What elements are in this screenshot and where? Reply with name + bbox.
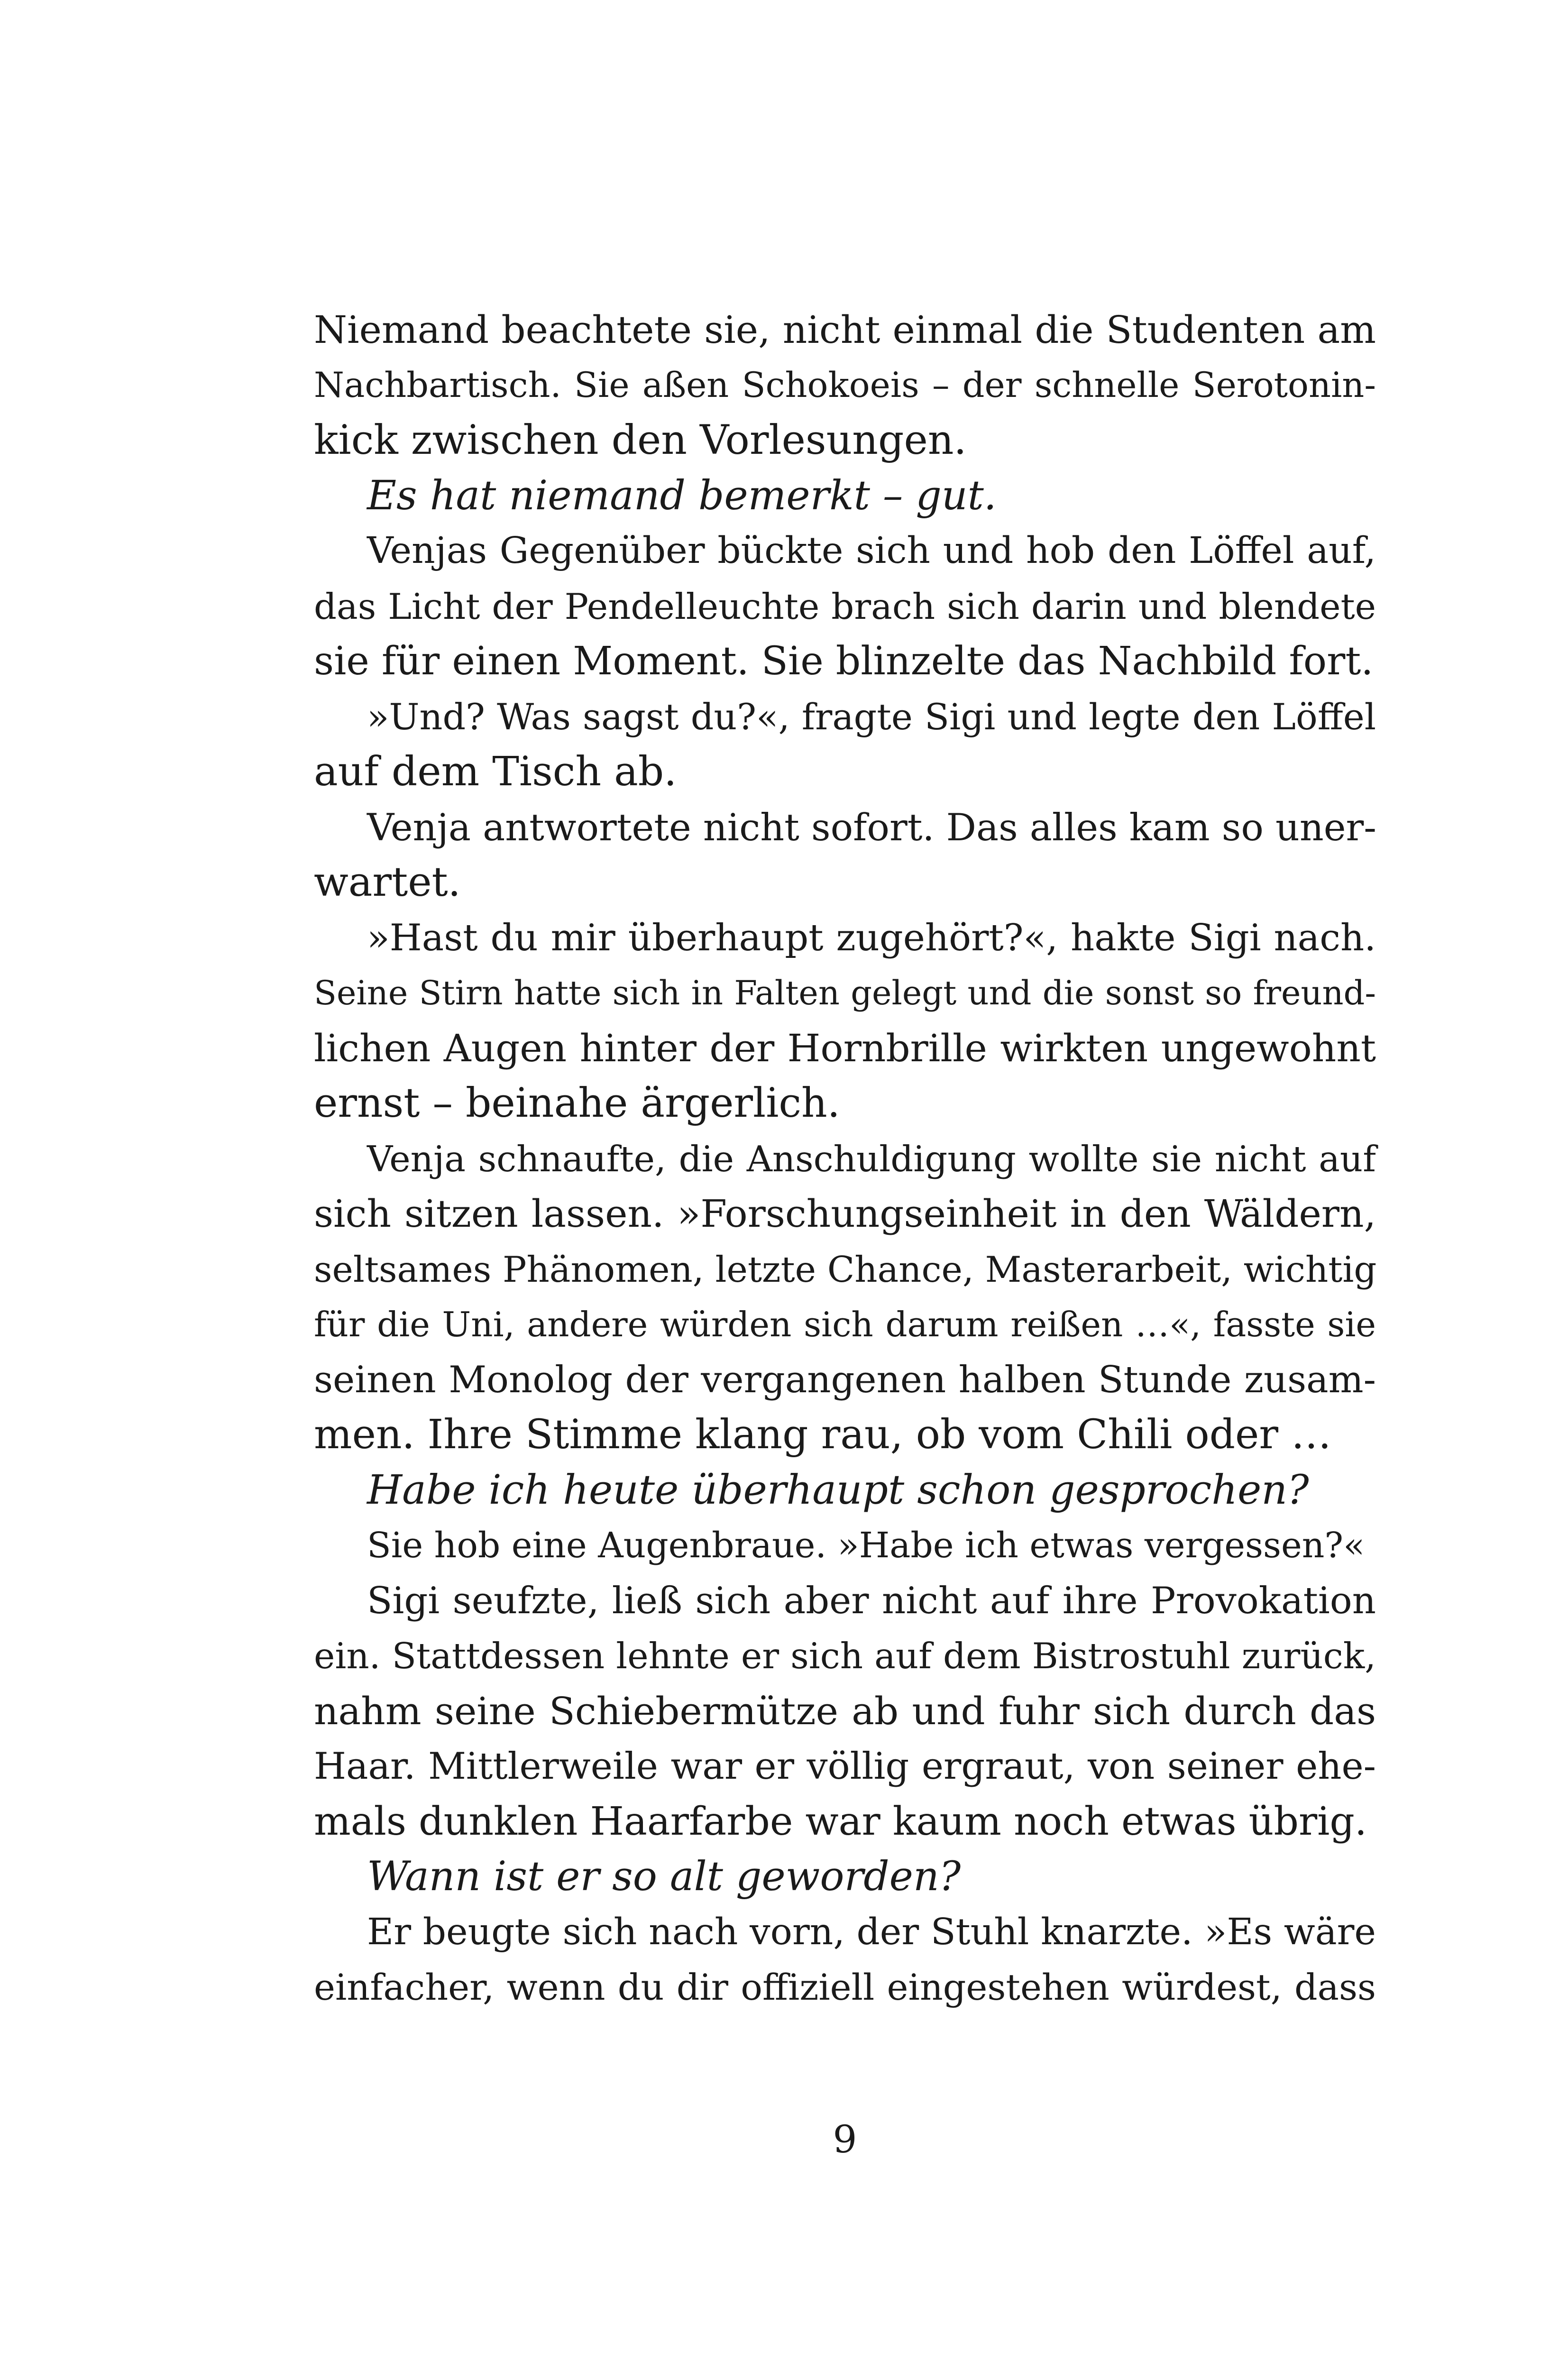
text-line: Er beugte sich nach vorn, der Stuhl knarzte. »Es wäre <box>367 1911 1376 1953</box>
text-line: wartet. <box>314 859 461 906</box>
text-line: Venja schnaufte, die Anschuldigung wollte sie nicht auf <box>367 1138 1376 1180</box>
text-line: »Und? Was sagst du?«, fragte Sigi und legte den Löffel <box>367 695 1376 738</box>
text-line: Venjas Gegenüber bückte sich und hob den Löffel auf, <box>367 530 1376 572</box>
text-line: das Licht der Pendelleuchte brach sich darin und blendete <box>314 585 1376 627</box>
text-line: Seine Stirn hatte sich in Falten gelegt und die sonst so freund- <box>314 974 1376 1012</box>
text-line: Niemand beachtete sie, nicht einmal die Studenten am <box>314 308 1376 352</box>
text-line: auf dem Tisch ab. <box>314 748 677 795</box>
text-line: Wann ist er so alt geworden? <box>367 1853 961 1900</box>
text-line: Sie hob eine Augenbraue. »Habe ich etwas vergessen?« <box>367 1525 1365 1566</box>
text-line: sie für einen Moment. Sie blinzelte das Nachbild fort. <box>314 639 1374 684</box>
body-text <box>314 303 1376 2015</box>
text-line: ernst – beinahe ärgerlich. <box>314 1080 840 1127</box>
text-line: kick zwischen den Vorlesungen. <box>314 417 967 464</box>
text-line: sich sitzen lassen. »Forschungseinheit in den Wäldern, <box>314 1192 1376 1236</box>
text-line: Habe ich heute überhaupt schon gesprochen? <box>367 1466 1309 1514</box>
text-line: Sigi seufzte, ließ sich aber nicht auf ihre Provokation <box>367 1579 1376 1622</box>
text-line: seinen Monolog der vergangenen halben Stunde zusam- <box>314 1358 1376 1401</box>
text-line: »Hast du mir überhaupt zugehört?«, hakte Sigi nach. <box>367 916 1376 959</box>
text-line: Venja antwortete nicht sofort. Das alles kam so uner- <box>367 805 1376 849</box>
text-line: nahm seine Schiebermütze ab und fuhr sich durch das <box>314 1689 1376 1733</box>
text-line: men. Ihre Stimme klang rau, ob vom Chili oder … <box>314 1411 1332 1458</box>
text-line: Nachbartisch. Sie aßen Schokoeis – der schnelle Serotonin- <box>314 365 1376 405</box>
text-line: für die Uni, andere würden sich darum reißen …«, fasste sie <box>314 1305 1376 1344</box>
text-line: Es hat niemand bemerkt – gut. <box>367 472 997 519</box>
text-line: einfacher, wenn du dir offiziell eingestehen würdest, dass <box>314 1966 1376 2008</box>
text-line: seltsames Phänomen, letzte Chance, Masterarbeit, wichtig <box>314 1248 1377 1290</box>
page-number: 9 <box>833 2117 857 2161</box>
text-line: lichen Augen hinter der Hornbrille wirkten ungewohnt <box>314 1026 1376 1070</box>
text-line: mals dunklen Haarfarbe war kaum noch etwas übrig. <box>314 1799 1367 1844</box>
text-line: ein. Stattdessen lehnte er sich auf dem Bistrostuhl zurück, <box>314 1635 1376 1677</box>
text-line: Haar. Mittlerweile war er völlig ergraut, von seiner ehe- <box>314 1745 1376 1788</box>
